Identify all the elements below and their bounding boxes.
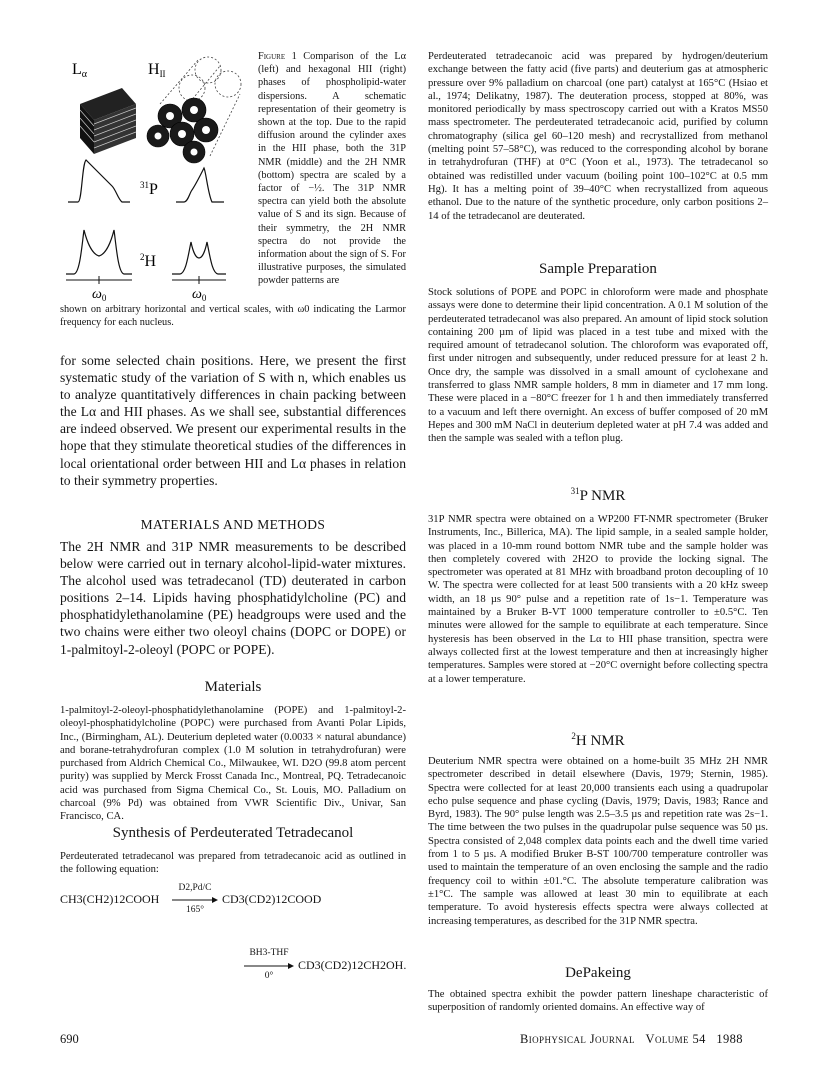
label-h2: $^2$H <box>140 252 157 270</box>
equation-arrow-2-below: 0° <box>264 971 274 981</box>
footer-year: 1988 <box>716 1032 743 1046</box>
label-omega-right: $\omega_0$ <box>192 287 207 302</box>
depakeing-paragraph: The obtained spectra exhibit the powder pattern lineshape characteristic of superposition of randomly oriented domains. An effective way of <box>428 989 768 1014</box>
equation-line-1-right: CD3(CD2)12COOD <box>222 892 322 906</box>
sample-preparation-block <box>428 286 768 446</box>
label-hii: HII <box>148 61 166 79</box>
label-p31: $^{31}$P <box>140 180 158 198</box>
left-column-intro <box>60 352 406 489</box>
footer-volume: Volume 54 <box>645 1032 706 1046</box>
label-omega-left: $\omega_0$ <box>92 287 107 302</box>
depakeing-heading: DePakeing <box>565 965 631 981</box>
equation-arrow-2-above: BH3-THF <box>249 948 289 958</box>
caption-body-bottom: shown on arbitrary horizontal and vertical scales, with ω0 indicating the Larmor frequency for each nucleus. <box>60 304 406 329</box>
page-number: 690 <box>60 1032 79 1046</box>
figure-caption-bottom <box>60 303 406 329</box>
methods-paragraph-block <box>60 538 406 658</box>
p31-spectrum-lamellar <box>68 160 130 202</box>
synthesis-heading: Synthesis of Perdeuterated Tetradecanol <box>112 825 354 841</box>
depakeing-block <box>428 988 768 1015</box>
equation-line-1-left: CH3(CH2)12COOH <box>60 892 160 906</box>
p31-nmr-paragraph: 31P NMR spectra were obtained on a WP200 FT-NMR spectrometer (Bruker Instruments, Inc., Billerica, MA). The lipid sample, in a sealed sample holder, was placed in a 10-mm round bottom NMR tube and the sample holder was then completely covered with 2H2O to provide the locking signal. The spectrometer was operated at 81 MHz with broadband proton decoupling of 10 W. The spectra were collected for at least 500 transients with a 20 kHz sweep width, an 18 µs 90° pulse and a repetition rate of 1s−1. Temperature was maintained by a Bruker B-VT 1000 temperature controller to ±0.5°C. Ten minutes were allowed for the sample to equilibrate at each temperature. Since hysteresis has been observed in the Lα to HII phase transition, spectra were always collected first at the lowest temperature and then at increasingly higher temperatures. Samples were stored at −20°C overnight before collecting spectra at a lower temperature. <box>428 514 768 685</box>
equation-arrow-2 <box>244 962 294 970</box>
p31-nmr-heading: $^{31}$P NMR <box>570 486 626 504</box>
caption-lead: Figure 1 <box>258 51 297 62</box>
figure-1 <box>60 44 256 302</box>
label-lalpha: Lα <box>72 61 88 80</box>
figure-1-graphic <box>60 44 256 302</box>
h2-nmr-block <box>428 755 768 928</box>
h2-spectrum-lamellar <box>66 230 132 274</box>
materials-methods-heading: MATERIALS AND METHODS <box>140 517 326 532</box>
materials-paragraph-block <box>60 704 406 824</box>
equation-arrow-1-below: 165° <box>185 905 205 915</box>
footer-journal-name: Biophysical Journal <box>520 1032 635 1046</box>
materials-heading: Materials <box>204 679 262 695</box>
figure-caption-top <box>258 50 406 288</box>
h2-nmr-heading: $^2$H NMR <box>571 731 625 749</box>
caption-body-top: Comparison of the Lα (left) and hexagonal HII (right) phases of phospholipid-water dispersions. A schematic representation of their geometry is shown at the top. Due to the rapid diffusion around the cylinder axes in the HII phase, both the 31P NMR (middle) and the 2H NMR (bottom) spectra are scaled by a factor of −½. The 31P NMR spectra can yield both the absolute value of S and its sign. Because of their symmetry, the 2H NMR spectra do not provide the information about the sign of S. For illustrative purposes, the simulated powder patterns are <box>258 51 407 287</box>
lamellar-phase-diagram <box>80 88 136 154</box>
intro-paragraph: for some selected chain positions. Here, we present the first systematic study of the variation of S with n, which enables us to analyze quantitatively differences in chain packing between the Lα and HII phases. As we shall see, substantial differences are indeed observed. We present our experimental results in the hope that they stimulate theoretical studies of the differences in local orientational order between HII and Lα phases in relation to their symmetry properties. <box>60 353 406 488</box>
synthesis-paragraph: Perdeuterated tetradecanol was prepared from tetradecanoic acid as outlined in the following equation: <box>60 851 406 876</box>
right-column-top <box>428 50 768 223</box>
h2-nmr-paragraph: Deuterium NMR spectra were obtained on a home-built 35 MHz 2H NMR spectrometer described in detail elsewhere (Davis, 1979; Sternin, 1985). Spectra were collected for at least 20,000 transients each using a quadrupolar echo pulse sequence and phase cycling (Davis, 1979; Davis, 1983; Rance and Byrd, 1983). The 90° pulse length was 2.5–3.5 µs and repetition rate was 2s−1. The time between the two pulses in the quadrupolar pulse sequence was 50 µs. Spectra consisted of 2,048 complex data points each and the dwell time varied from 1 to 5 µs. A modified Bruker B-ST 100/700 temperature controller was used to maintain the temperature of an oven enclosing the sample and the radio frequency coil to within ±01.°C. The absolute temperature calibration was ±1°C. The sample was allowed at least 30 min to equilibrate at each temperature. To avoid hysteresis effects spectra were always collected at increasing temperatures, as described for the 31P NMR spectra. <box>428 756 768 927</box>
footer-journal <box>520 1032 743 1047</box>
equation-arrow-1-above: D2,Pd/C <box>178 883 212 893</box>
frequency-axes <box>66 276 226 284</box>
h2-spectrum-hexagonal <box>172 242 226 274</box>
equation-arrow-1 <box>172 896 218 904</box>
methods-paragraph: The 2H NMR and 31P NMR measurements to be described below were carried out in ternary alcohol-lipid-water mixtures. The alcohol used was tetradecanol (TD) deuterated in carbon positions 2–14. Lipids having phosphatidylcholine (PC) and phosphatidylethanolamine (PE) headgroups were used and the two chains were either two oleoyl chains (DOPC or DOPE) or 1-palmitoyl-2-oleoyl (POPC or POPE). <box>60 539 406 657</box>
materials-paragraph: 1-palmitoyl-2-oleoyl-phosphatidylethanolamine (POPE) and 1-palmitoyl-2-oleoyl-phosphatidylcholine (POPC) were purchased from Avanti Polar Lipids, Inc., (Birmingham, AL). Deuterium depleted water (0.0033 × natural abundance) and borane-tetrahydrofuran complex (1.0 M solution in tetrahydrofuran) were purchased from Aldrich Chemical Co., Milwaukee, WI. D2O (99.8 atom percent purity) was supplied by Merck Frosst Canada Inc., Montreal, PQ. Tetradecanoic acid was purchased from Sigma Chemical Co., St. Louis, MO. Palladium on charcoal (9% Pd) was obtained from VWR Scientific Div., Univar, San Francisco, CA. <box>60 705 406 823</box>
synthesis-paragraph-block <box>60 850 406 877</box>
deuteration-paragraph: Perdeuterated tetradecanoic acid was prepared by hydrogen/deuterium exchange between the fatty acid (five parts) and deuterium gas at atmospheric pressure over 9% palladium on charcoal (one part) catalyst at 165°C (Hsiao et al., 1974; Delikatny, 1987). The deuteration process, stopped at 80%, was monitored periodically by mass spectroscopy carried out with a Kratos MS50 mass spectrometer. The perdeuterated tetradecanoic acid, purified by column chromatography (silica gel 60–120 mesh) and recrystallized from methanol (melting point 57–58°C), was reduced to the corresponding alcohol by borane in tetrahydrofuran (THF) at 0°C (Yoon et al., 1973). The tetradecanol so obtained was redistilled under vacuum (boiling point 100–102°C at 0.5 mm Hg). It has a melting point of 39–40°C when recrystallized from aqueous ethanol. Due to the nature of the synthetic procedure, only carbon positions 2–14 of the tetradecanol are deuterated. <box>428 51 768 222</box>
equation-line-2-right: CD3(CD2)12CH2OH. <box>298 958 407 972</box>
sample-preparation-heading: Sample Preparation <box>539 261 657 277</box>
sample-preparation-paragraph: Stock solutions of POPE and POPC in chloroform were made and phosphate assays were done to determine their lipid concentration. A 0.1 M solution of the perdeuterated tetradecanol was also prepared. An amount of lipid stock solution containing 200 µm of lipid was placed in a test tube and mixed with the required amount of tetradecanol solution. The chloroform was evaporated off, first under nitrogen and subsequently, under reduced pressure for at least 2 h. Once dry, the sample was dissolved in a small amount of cyclohexane and transferred to glass NMR sample holders, 8 mm in diameter and 17 mm long. These were placed in a −80°C freezer for 1 h and then immediately transferred to a vacuum and left there overnight. An excess of buffer composed of 20 mM Hepes and 300 mM NaCl in deuterium depleted water at pH 7.4 was added and then the sample was sealed with a teflon plug. <box>428 287 768 445</box>
p31-nmr-block <box>428 513 768 686</box>
p31-spectrum-hexagonal <box>176 168 224 202</box>
